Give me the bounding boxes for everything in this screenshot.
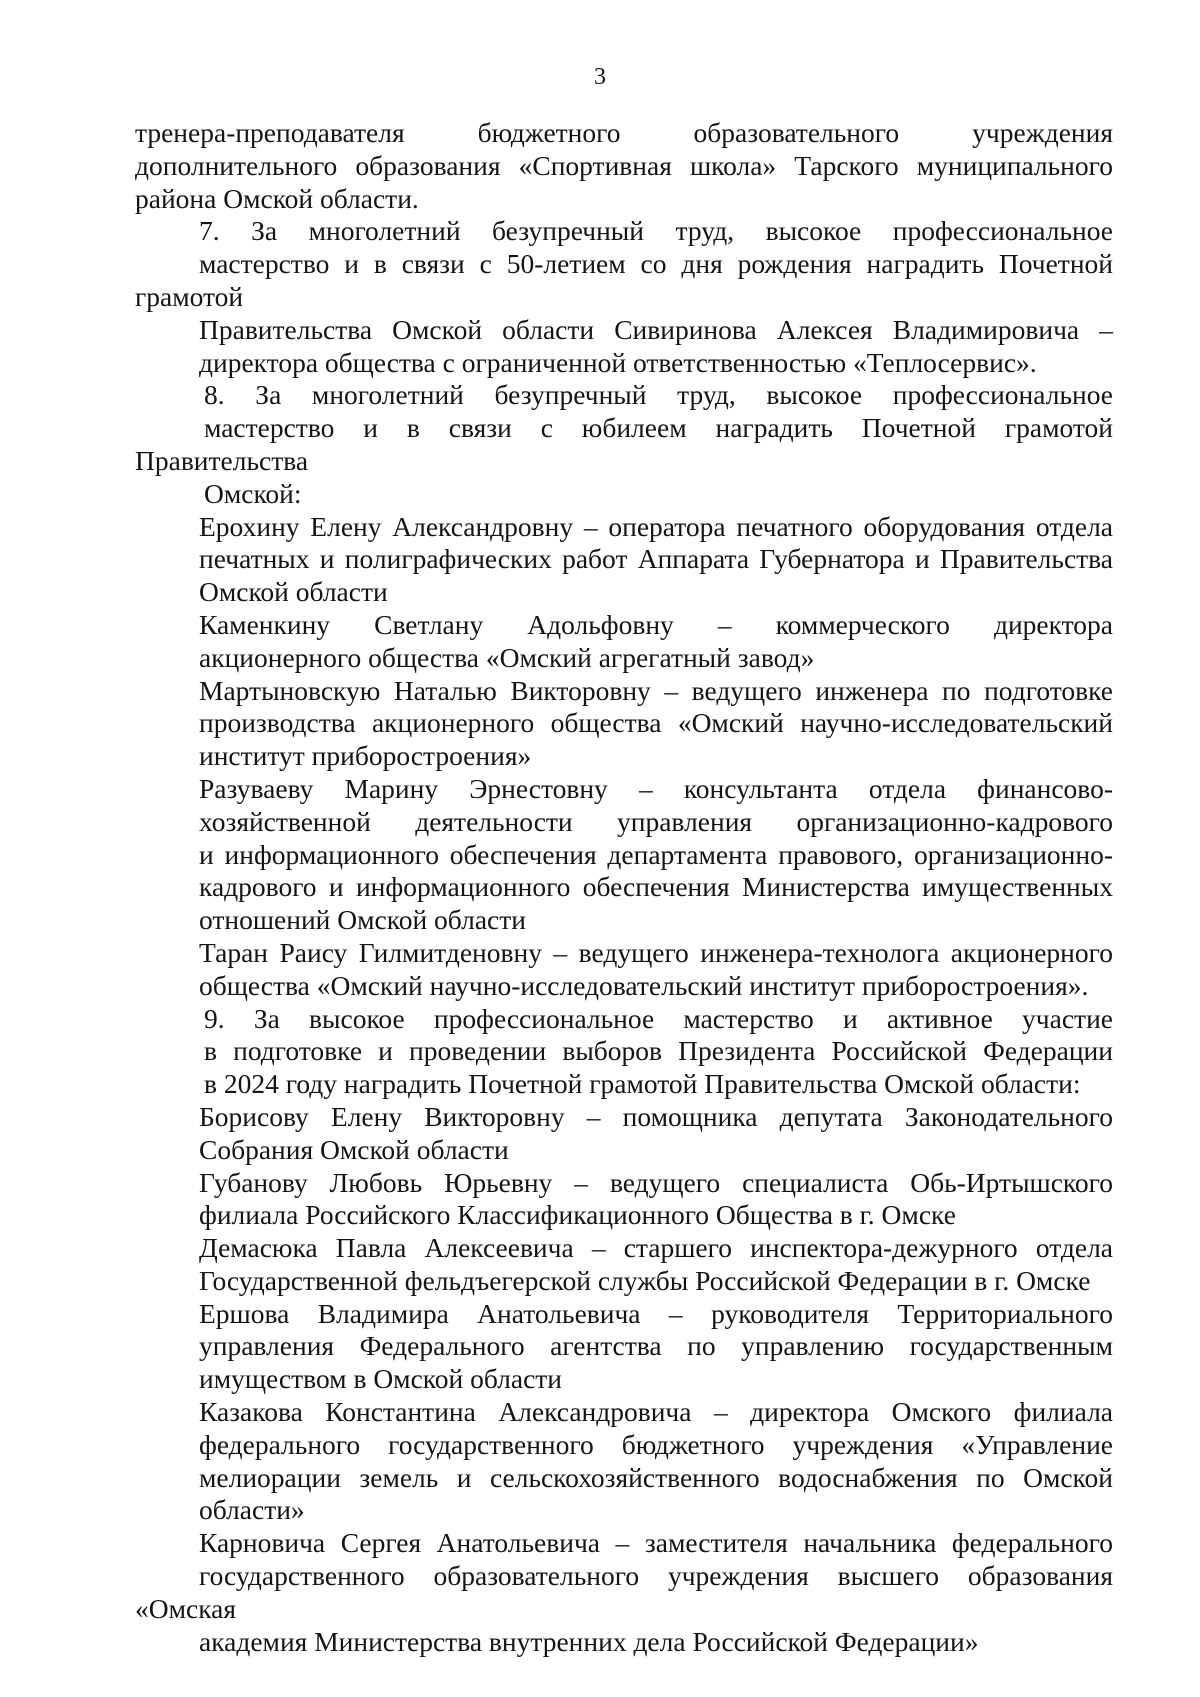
text-line: Разуваеву Марину Эрнестовну – консультанта отдела финансово- bbox=[199, 772, 1113, 804]
text-line: 7. За многолетний безупречный труд, высокое профессиональное bbox=[199, 215, 1113, 247]
paragraph-awardee-kazakov bbox=[135, 1396, 1113, 1527]
paragraph-awardee-erokhina bbox=[135, 511, 1113, 609]
text-line: тренера-преподавателя бюджетного образовательного учреждения bbox=[135, 117, 1113, 148]
text-line: кадрового и информационного обеспечения Министерства имущественных bbox=[199, 871, 1113, 903]
text-line: федерального государственного бюджетного учреждения «Управление bbox=[199, 1428, 1113, 1460]
paragraph-awardee-borisova bbox=[135, 1101, 1113, 1167]
text-line: Ерохину Елену Александровну – оператора печатного оборудования отдела bbox=[199, 510, 1113, 542]
paragraph-awardee-karnovich bbox=[135, 1527, 1113, 1658]
paragraph-awardee-martynovskaya bbox=[135, 675, 1113, 773]
text-line: мелиорации земель и сельскохозяйственного водоснабжения по Омской bbox=[199, 1461, 1113, 1493]
text-line: филиала Российского Классификационного Общества в г. Омске bbox=[199, 1199, 956, 1231]
paragraph-awardee-demasyuk bbox=[135, 1232, 1113, 1298]
text-line: печатных и полиграфических работ Аппарата Губернатора и Правительства bbox=[199, 543, 1113, 575]
paragraph-item-8 bbox=[135, 379, 1113, 510]
text-line: и информационного обеспечения департамента правового, организационно- bbox=[199, 838, 1113, 870]
text-line: дополнительного образования «Спортивная школа» Тарского муниципального bbox=[135, 149, 1113, 181]
text-line: директора общества с ограниченной ответственностью «Теплосервис». bbox=[199, 346, 1037, 378]
text-line: Казакова Константина Александровича – директора Омского филиала bbox=[199, 1396, 1113, 1428]
text-line: Губанову Любовь Юрьевну – ведущего специалиста Обь-Иртышского bbox=[199, 1166, 1113, 1198]
paragraph-awardee-kamenkina bbox=[135, 609, 1113, 675]
text-line: мастерство и в связи с 50-летием со дня рождения наградить Почетной грамотой bbox=[135, 248, 1113, 312]
text-line: хозяйственной деятельности управления организационно-кадрового bbox=[199, 805, 1113, 837]
text-line: в подготовке и проведении выборов Президента Российской Федерации bbox=[204, 1035, 1113, 1067]
text-line: Ершова Владимира Анатольевича – руководителя Территориального bbox=[199, 1297, 1113, 1329]
text-line: Каменкину Светлану Адольфовну – коммерческого директора bbox=[199, 608, 1113, 640]
text-line: отношений Омской области bbox=[199, 904, 526, 936]
paragraph-awardee-razuvaeva bbox=[135, 773, 1113, 937]
text-line: в 2024 году наградить Почетной грамотой Правительства Омской области: bbox=[204, 1068, 1081, 1100]
text-line: Карновича Сергея Анатольевича – заместителя начальника федерального bbox=[199, 1527, 1113, 1559]
text-line: общества «Омский научно-исследовательский институт приборостроения». bbox=[199, 969, 1089, 1001]
paragraph-continuation bbox=[135, 117, 1113, 215]
page-number: 3 bbox=[594, 64, 606, 90]
text-line: производства акционерного общества «Омский научно-исследовательский bbox=[199, 707, 1113, 739]
paragraph-awardee-ershov bbox=[135, 1298, 1113, 1396]
text-line: Таран Раису Гилмитденовну – ведущего инженера-технолога акционерного bbox=[199, 936, 1113, 968]
text-line: Мартыновскую Наталью Викторовну – ведущего инженера по подготовке bbox=[199, 674, 1113, 706]
document-body bbox=[135, 117, 1113, 1658]
text-line: Омской области bbox=[199, 576, 388, 608]
text-line: района Омской области. bbox=[135, 182, 419, 214]
paragraph-item-7 bbox=[135, 215, 1113, 379]
text-line: имуществом в Омской области bbox=[199, 1363, 563, 1395]
text-line: Государственной фельдъегерской службы Российской Федерации в г. Омске bbox=[199, 1264, 1091, 1296]
text-line: 9. За высокое профессиональное мастерство и активное участие bbox=[204, 1002, 1113, 1034]
text-line: институт приборостроения» bbox=[199, 740, 532, 772]
text-line: Правительства Омской области Сивиринова Алексея Владимировича – bbox=[199, 313, 1113, 345]
text-line: мастерство и в связи с юбилеем наградить Почетной грамотой Правительства bbox=[135, 412, 1113, 476]
text-line: государственного образовательного учреждения высшего образования «Омская bbox=[135, 1560, 1113, 1624]
text-line: области» bbox=[199, 1494, 305, 1526]
text-line: академия Министерства внутренних дела Российской Федерации» bbox=[199, 1625, 979, 1657]
text-line: Собрания Омской области bbox=[199, 1133, 509, 1165]
text-line: Демасюка Павла Алексеевича – старшего инспектора-дежурного отдела bbox=[199, 1232, 1113, 1264]
text-line: Омской: bbox=[204, 477, 302, 509]
paragraph-awardee-gubanova bbox=[135, 1167, 1113, 1233]
text-line: управления Федерального агентства по управлению государственным bbox=[199, 1330, 1113, 1362]
text-line: акционерного общества «Омский агрегатный завод» bbox=[199, 641, 815, 673]
paragraph-awardee-taran bbox=[135, 937, 1113, 1003]
paragraph-item-9 bbox=[135, 1003, 1113, 1101]
text-line: Борисову Елену Викторовну – помощника депутата Законодательного bbox=[199, 1100, 1113, 1132]
text-line: 8. За многолетний безупречный труд, высокое профессиональное bbox=[204, 379, 1113, 411]
